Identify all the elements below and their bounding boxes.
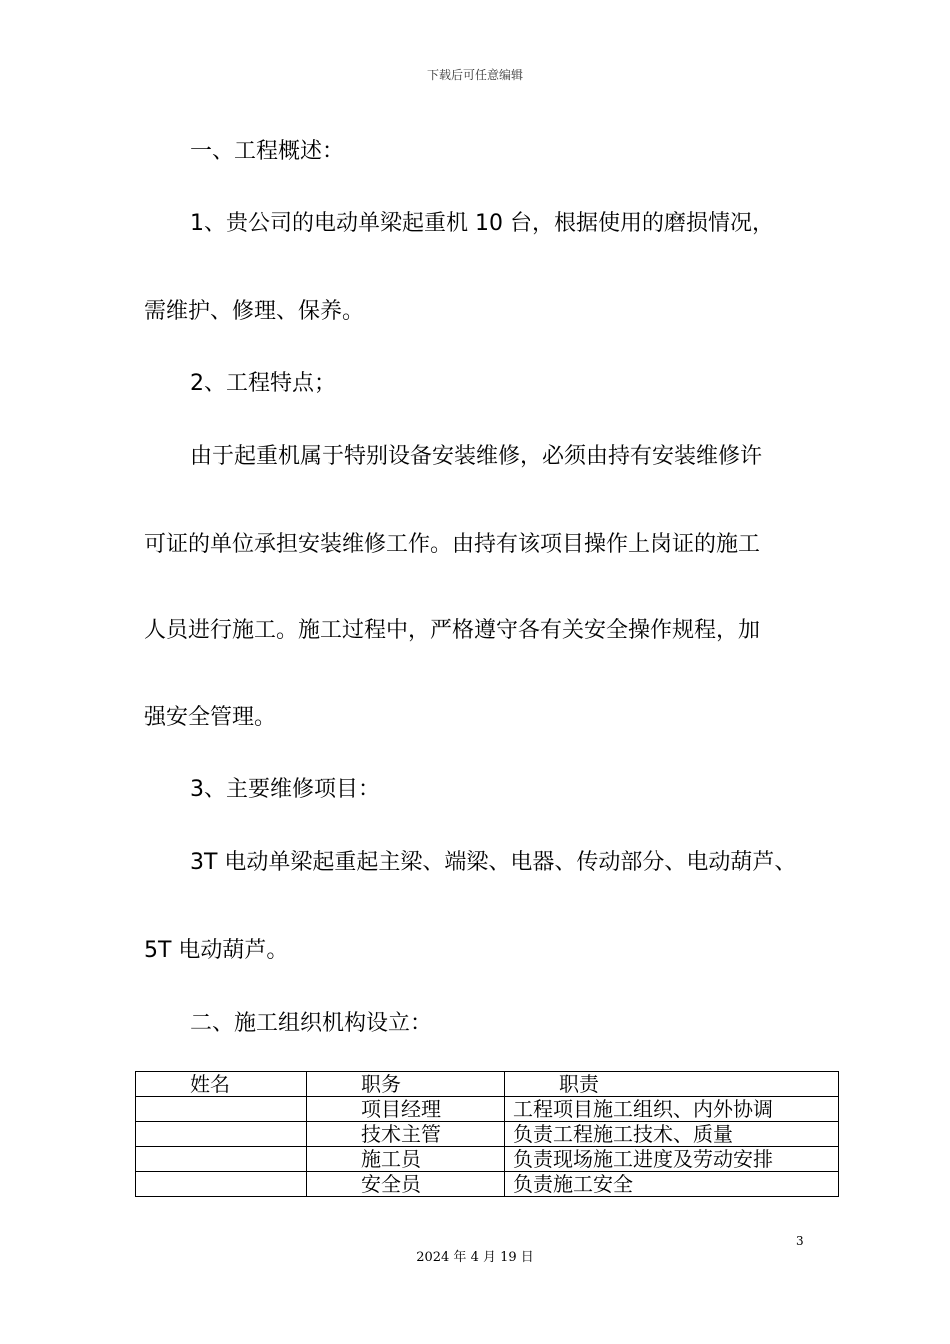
cell-position: 项目经理 xyxy=(307,1097,505,1122)
header-name: 姓名 xyxy=(136,1072,307,1097)
table-row xyxy=(136,1147,839,1172)
staff-table xyxy=(135,1071,839,1197)
cell-duty: 负责现场施工进度及劳动安排 xyxy=(505,1147,839,1172)
footer-date: 2024 年 4 月 19 日 xyxy=(416,1250,534,1265)
table-header-row xyxy=(136,1072,839,1097)
cell-name xyxy=(136,1122,307,1147)
cell-position: 安全员 xyxy=(307,1172,505,1197)
item2-line3: 人员进行施工。施工过程中，严格遵守各有关安全操作规程，加 xyxy=(144,618,761,643)
cell-name xyxy=(136,1172,307,1197)
cell-name xyxy=(136,1097,307,1122)
table-row xyxy=(136,1172,839,1197)
cell-position: 施工员 xyxy=(307,1147,505,1172)
cell-position: 技术主管 xyxy=(307,1122,505,1147)
item3-heading: 3、主要维修项目： xyxy=(190,777,380,802)
item2-line1: 由于起重机属于特别设备安装维修，必须由持有安装维修许 xyxy=(190,444,763,469)
header-position: 职务 xyxy=(307,1072,505,1097)
item3-line1: 3T 电动单梁起重起主梁、端梁、电器、传动部分、电动葫芦、 xyxy=(190,850,797,875)
header-duty: 职责 xyxy=(505,1072,839,1097)
item2-line4: 强安全管理。 xyxy=(144,705,277,730)
item2-line2: 可证的单位承担安装维修工作。由持有该项目操作上岗证的施工 xyxy=(144,532,761,557)
cell-duty: 负责施工安全 xyxy=(505,1172,839,1197)
table-row xyxy=(136,1097,839,1122)
item1-line2: 需维护、修理、保养。 xyxy=(144,299,365,324)
item2-heading: 2、工程特点； xyxy=(190,371,336,396)
item3-line2: 5T 电动葫芦。 xyxy=(144,938,289,963)
page-number: 3 xyxy=(796,1234,804,1248)
cell-duty: 负责工程施工技术、质量 xyxy=(505,1122,839,1147)
section2-heading: 二、施工组织机构设立： xyxy=(190,1011,433,1036)
section1-heading: 一、工程概述： xyxy=(190,139,345,164)
cell-duty: 工程项目施工组织、内外协调 xyxy=(505,1097,839,1122)
table-row xyxy=(136,1122,839,1147)
cell-name xyxy=(136,1147,307,1172)
page-header: 下载后可任意编辑 xyxy=(426,68,523,82)
item1-line1: 1、贵公司的电动单梁起重机 10 台，根据使用的磨损情况， xyxy=(190,211,774,236)
